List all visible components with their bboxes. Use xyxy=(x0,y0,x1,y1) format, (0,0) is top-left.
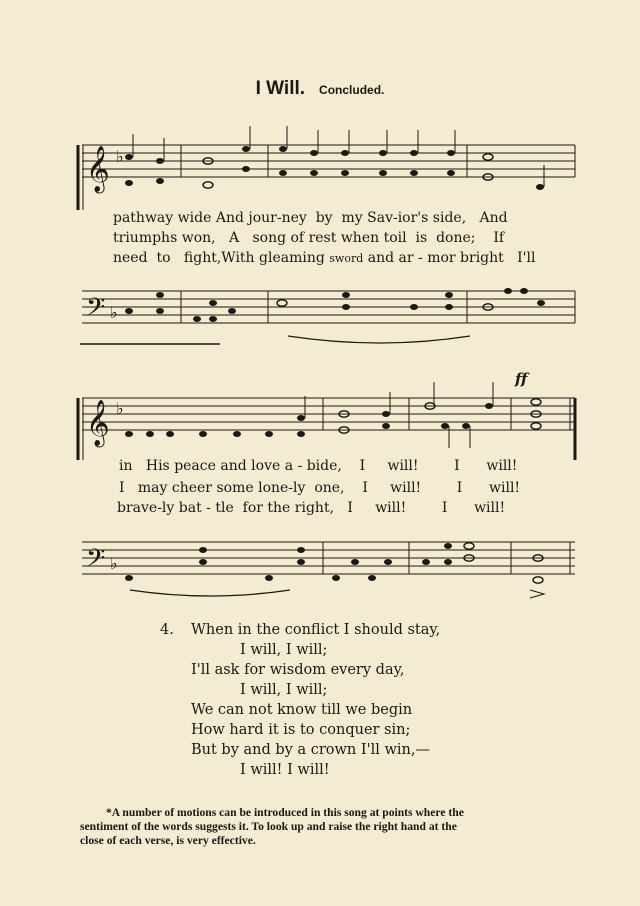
lyric-syllable: will! xyxy=(486,458,518,474)
verse-line: I will, I will; xyxy=(240,682,328,698)
system2-lyric-line-2 xyxy=(119,480,520,496)
lyric-syllable: my xyxy=(341,210,363,226)
lyric-syllable: I xyxy=(347,500,353,516)
lyric-syllable: to xyxy=(156,250,171,266)
lyric-syllable: I xyxy=(454,458,460,474)
lyric-syllable: is xyxy=(415,230,428,246)
footnote-line: *A number of motions can be introduced in this song at points where the xyxy=(106,806,464,819)
svg-text:♭: ♭ xyxy=(116,399,124,418)
svg-text:𝄞: 𝄞 xyxy=(86,400,110,446)
lyric-syllable: - xyxy=(418,250,423,266)
lyric-syllable: peace xyxy=(174,458,216,474)
lyric-syllable: may xyxy=(137,480,168,496)
footnote-line: sentiment of the words suggests it. To look up and raise the right hand at the xyxy=(80,820,457,833)
lyric-syllable: side, xyxy=(432,210,467,226)
title-concluded: Concluded. xyxy=(319,83,385,97)
lyric-syllable: will! xyxy=(489,480,521,496)
lyric-syllable: triumphs xyxy=(113,230,178,246)
footnote-line: close of each verse, is very effective. xyxy=(80,834,256,847)
lyric-syllable: I xyxy=(359,458,366,474)
dynamic-marking: ff xyxy=(515,370,528,388)
lyric-syllable: His xyxy=(145,458,170,474)
verse-line: But by and by a crown I'll win,— xyxy=(191,742,430,758)
footnote xyxy=(80,806,575,848)
lyric-syllable: mor xyxy=(427,250,456,266)
lyric-syllable: If xyxy=(493,230,505,246)
title-main: I Will. xyxy=(255,78,306,99)
lyric-syllable: With xyxy=(221,250,255,266)
lyric-syllable: won, xyxy=(181,230,216,246)
lyric-syllable: bide, xyxy=(306,458,342,474)
lyric-syllable: tle xyxy=(215,500,234,516)
lyric-syllable: will! xyxy=(474,500,506,516)
lyric-syllable: and xyxy=(220,458,247,474)
verse-line: We can not know till we begin xyxy=(191,702,413,718)
svg-text:♭: ♭ xyxy=(110,303,118,322)
lyric-syllable: - xyxy=(206,500,211,516)
system2-lyric-line-1 xyxy=(119,458,517,474)
lyric-syllable: fight, xyxy=(183,250,222,266)
lyric-syllable: brave-ly xyxy=(117,500,175,516)
verse-number: 4. xyxy=(160,622,174,638)
lyric-syllable: will! xyxy=(390,480,422,496)
lyric-syllable: Sav-ior's xyxy=(367,210,429,226)
lyric-syllable: will! xyxy=(387,458,419,474)
lyric-syllable: And xyxy=(479,210,508,226)
lyric-syllable: need xyxy=(113,250,148,266)
verse-line: How hard it is to conquer sin; xyxy=(191,722,411,738)
lyric-syllable: bat xyxy=(178,500,202,516)
lyric-syllable: and xyxy=(367,250,395,266)
verse-line: I will! I will! xyxy=(240,762,330,778)
svg-text:♭: ♭ xyxy=(116,147,124,166)
lyric-syllable: by xyxy=(315,210,333,226)
svg-text:𝄞: 𝄞 xyxy=(86,146,110,192)
lyric-syllable: when xyxy=(340,230,380,246)
lyric-syllable: A xyxy=(228,230,240,246)
lyric-syllable: jour-ney xyxy=(248,210,307,226)
lyric-syllable: I xyxy=(119,480,125,496)
verse-line: When in the conflict I should stay, xyxy=(191,622,441,638)
system2-lyric-line-3 xyxy=(117,500,505,516)
lyric-syllable: right, xyxy=(294,500,335,516)
lyric-syllable: I xyxy=(362,480,368,496)
lyric-syllable: lone-ly xyxy=(258,480,306,496)
system1-lyric-line-2 xyxy=(113,230,504,246)
lyric-syllable: song xyxy=(252,230,287,246)
lyric-syllable: And xyxy=(215,210,244,226)
lyric-syllable: of xyxy=(290,230,305,246)
lyric-syllable: some xyxy=(216,480,254,496)
lyric-syllable: one, xyxy=(314,480,345,496)
system1-bass-staff xyxy=(0,270,640,360)
lyric-syllable: bright xyxy=(460,250,504,266)
system1-lyric-line-1 xyxy=(113,210,561,226)
lyric-syllable: gleaming xyxy=(259,250,325,266)
lyric-syllable: I xyxy=(441,500,448,516)
lyric-syllable: I xyxy=(456,480,463,496)
verse-line: I will, I will; xyxy=(240,642,328,658)
lyric-syllable: - xyxy=(297,458,303,474)
lyric-syllable: toil xyxy=(383,230,407,246)
system1-treble-staff xyxy=(0,0,640,210)
lyric-syllable: rest xyxy=(308,230,337,246)
lyric-syllable: in xyxy=(119,458,133,474)
lyric-syllable: pathway xyxy=(113,210,174,226)
verse-line: I'll ask for wisdom every day, xyxy=(191,662,405,678)
lyric-syllable: I'll xyxy=(517,250,536,266)
lyric-syllable: love xyxy=(251,458,281,474)
svg-text:♭: ♭ xyxy=(110,554,118,573)
system2-bass-staff xyxy=(0,520,640,610)
svg-text:𝄢: 𝄢 xyxy=(86,293,106,328)
system2-treble-staff xyxy=(0,370,640,460)
lyric-syllable: sword xyxy=(329,252,364,265)
lyric-syllable: for xyxy=(242,500,263,516)
svg-text:𝄢: 𝄢 xyxy=(86,544,106,579)
lyric-syllable: ar xyxy=(398,250,414,266)
system1-lyric-line-3 xyxy=(113,250,536,266)
lyric-syllable: a xyxy=(284,458,294,474)
lyric-syllable: wide xyxy=(177,210,212,226)
lyric-syllable: cheer xyxy=(171,480,212,496)
lyric-syllable: will! xyxy=(375,500,407,516)
lyric-syllable: done; xyxy=(436,230,476,246)
lyric-syllable: the xyxy=(267,500,291,516)
